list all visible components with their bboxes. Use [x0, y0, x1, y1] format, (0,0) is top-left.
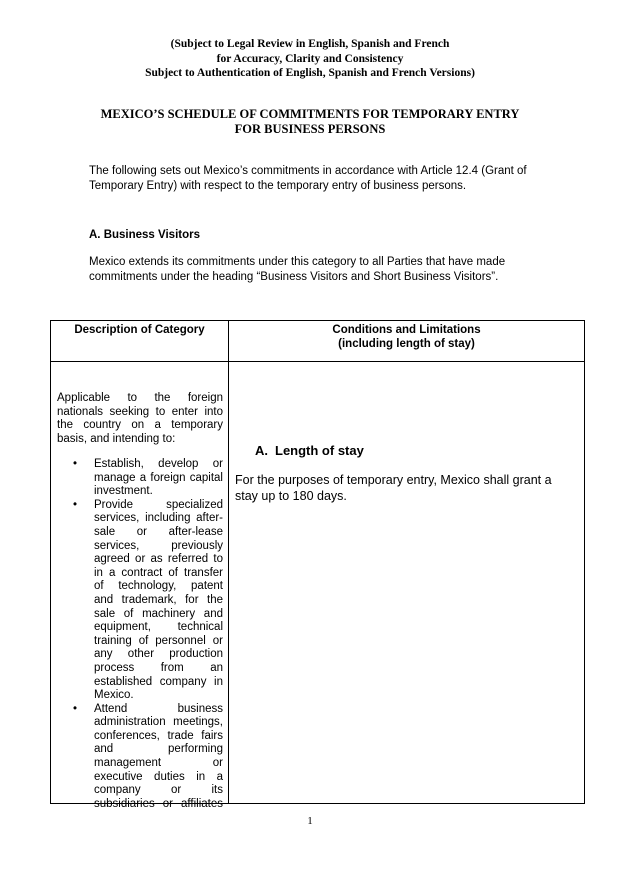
bullet-line: any other production	[94, 648, 223, 661]
bullet-line: Mexico.	[94, 689, 134, 702]
bullet-line: Provide specialized	[94, 498, 223, 511]
bullet-line: established company in	[94, 675, 223, 688]
category-lead-text	[57, 392, 223, 446]
section-a-line: Mexico extends its commitments under this category to all Parties that have made	[89, 256, 506, 268]
title-line: MEXICO’S SCHEDULE OF COMMITMENTS FOR TEMPORARY ENTRY	[100, 107, 520, 121]
legal-review-note	[90, 37, 530, 81]
category-bullet-list	[51, 458, 229, 811]
heading-number: A.	[255, 443, 268, 458]
bullet-line: conferences, trade fairs	[94, 729, 223, 742]
section-a-line: commitments under the heading “Business Visitors and Short Business Visitors”.	[89, 270, 499, 283]
bullet-line: and trademark, for the	[94, 593, 223, 606]
intro-line: Temporary Entry) with respect to the temporary entry of business persons.	[89, 179, 467, 192]
bullet-line: sale of machinery and	[94, 607, 223, 620]
legal-note-line: Subject to Authentication of English, Spanish and French Versions)	[145, 67, 475, 79]
stay-line: For the purposes of temporary entry, Mexico shall grant a	[235, 473, 552, 487]
length-of-stay-text	[235, 473, 575, 504]
bullet-line: agreed or as referred to	[94, 553, 223, 566]
bullet-line: in a contract of transfer	[94, 566, 223, 579]
bullet-line: Attend business	[94, 702, 223, 715]
bullet-line: manage a foreign capital	[94, 471, 223, 484]
bullet-line: management or	[94, 757, 223, 770]
bullet-line: and performing	[94, 743, 223, 756]
bullet-line: equipment, technical	[94, 621, 223, 634]
bullet-item	[51, 703, 229, 812]
header-text: (including length of stay)	[338, 338, 475, 350]
header-text: Conditions and Limitations	[332, 324, 481, 336]
bullet-line: services, previously	[94, 539, 223, 552]
bullet-icon: •	[73, 702, 78, 715]
lead-line: Applicable to the foreign	[57, 392, 223, 404]
bullet-line: sale or after-lease	[94, 525, 223, 538]
header-description-of-category	[51, 321, 229, 362]
title-line: FOR BUSINESS PERSONS	[234, 122, 386, 136]
bullet-line: services, including after-	[94, 512, 223, 525]
bullet-line: Establish, develop or	[94, 458, 223, 470]
lead-line: nationals seeking to enter into	[57, 405, 223, 418]
bullet-line: process from an	[94, 661, 223, 674]
header-text: Description of Category	[74, 324, 205, 336]
page-number: 1	[307, 815, 313, 827]
section-a-paragraph	[89, 255, 549, 284]
heading-text: Length of stay	[275, 443, 364, 458]
bullet-line: subsidiaries or affiliates	[94, 797, 223, 810]
description-cell	[51, 362, 229, 810]
bullet-icon: •	[73, 498, 78, 511]
table-header-row	[51, 321, 585, 362]
lead-line: the country on a temporary	[57, 419, 223, 432]
legal-note-line: for Accuracy, Clarity and Consistency	[216, 52, 404, 65]
section-a-heading: A. Business Visitors	[89, 229, 200, 241]
bullet-line: administration meetings,	[94, 716, 223, 729]
lead-line: basis, and intending to:	[57, 432, 176, 445]
stay-line: stay up to 180 days.	[235, 488, 347, 503]
document-title	[70, 107, 550, 137]
bullet-line: of technology, patent	[94, 580, 223, 593]
length-of-stay-heading	[255, 443, 364, 459]
bullet-line: executive duties in a	[94, 770, 223, 783]
intro-line: The following sets out Mexico’s commitments in accordance with Article 12.4 (Grant of	[89, 165, 527, 177]
intro-paragraph	[89, 164, 549, 193]
bullet-icon: •	[73, 458, 78, 470]
bullet-item	[51, 499, 229, 703]
bullet-line: training of personnel or	[94, 634, 223, 647]
commitments-table	[50, 320, 585, 810]
conditions-cell	[229, 362, 585, 804]
table-row	[51, 362, 585, 804]
header-conditions-and-limitations	[229, 321, 585, 362]
legal-note-line: (Subject to Legal Review in English, Spanish and French	[170, 38, 450, 50]
bullet-line: investment.	[94, 485, 153, 498]
bullet-item	[51, 458, 229, 499]
bullet-line: company or its	[94, 784, 223, 797]
